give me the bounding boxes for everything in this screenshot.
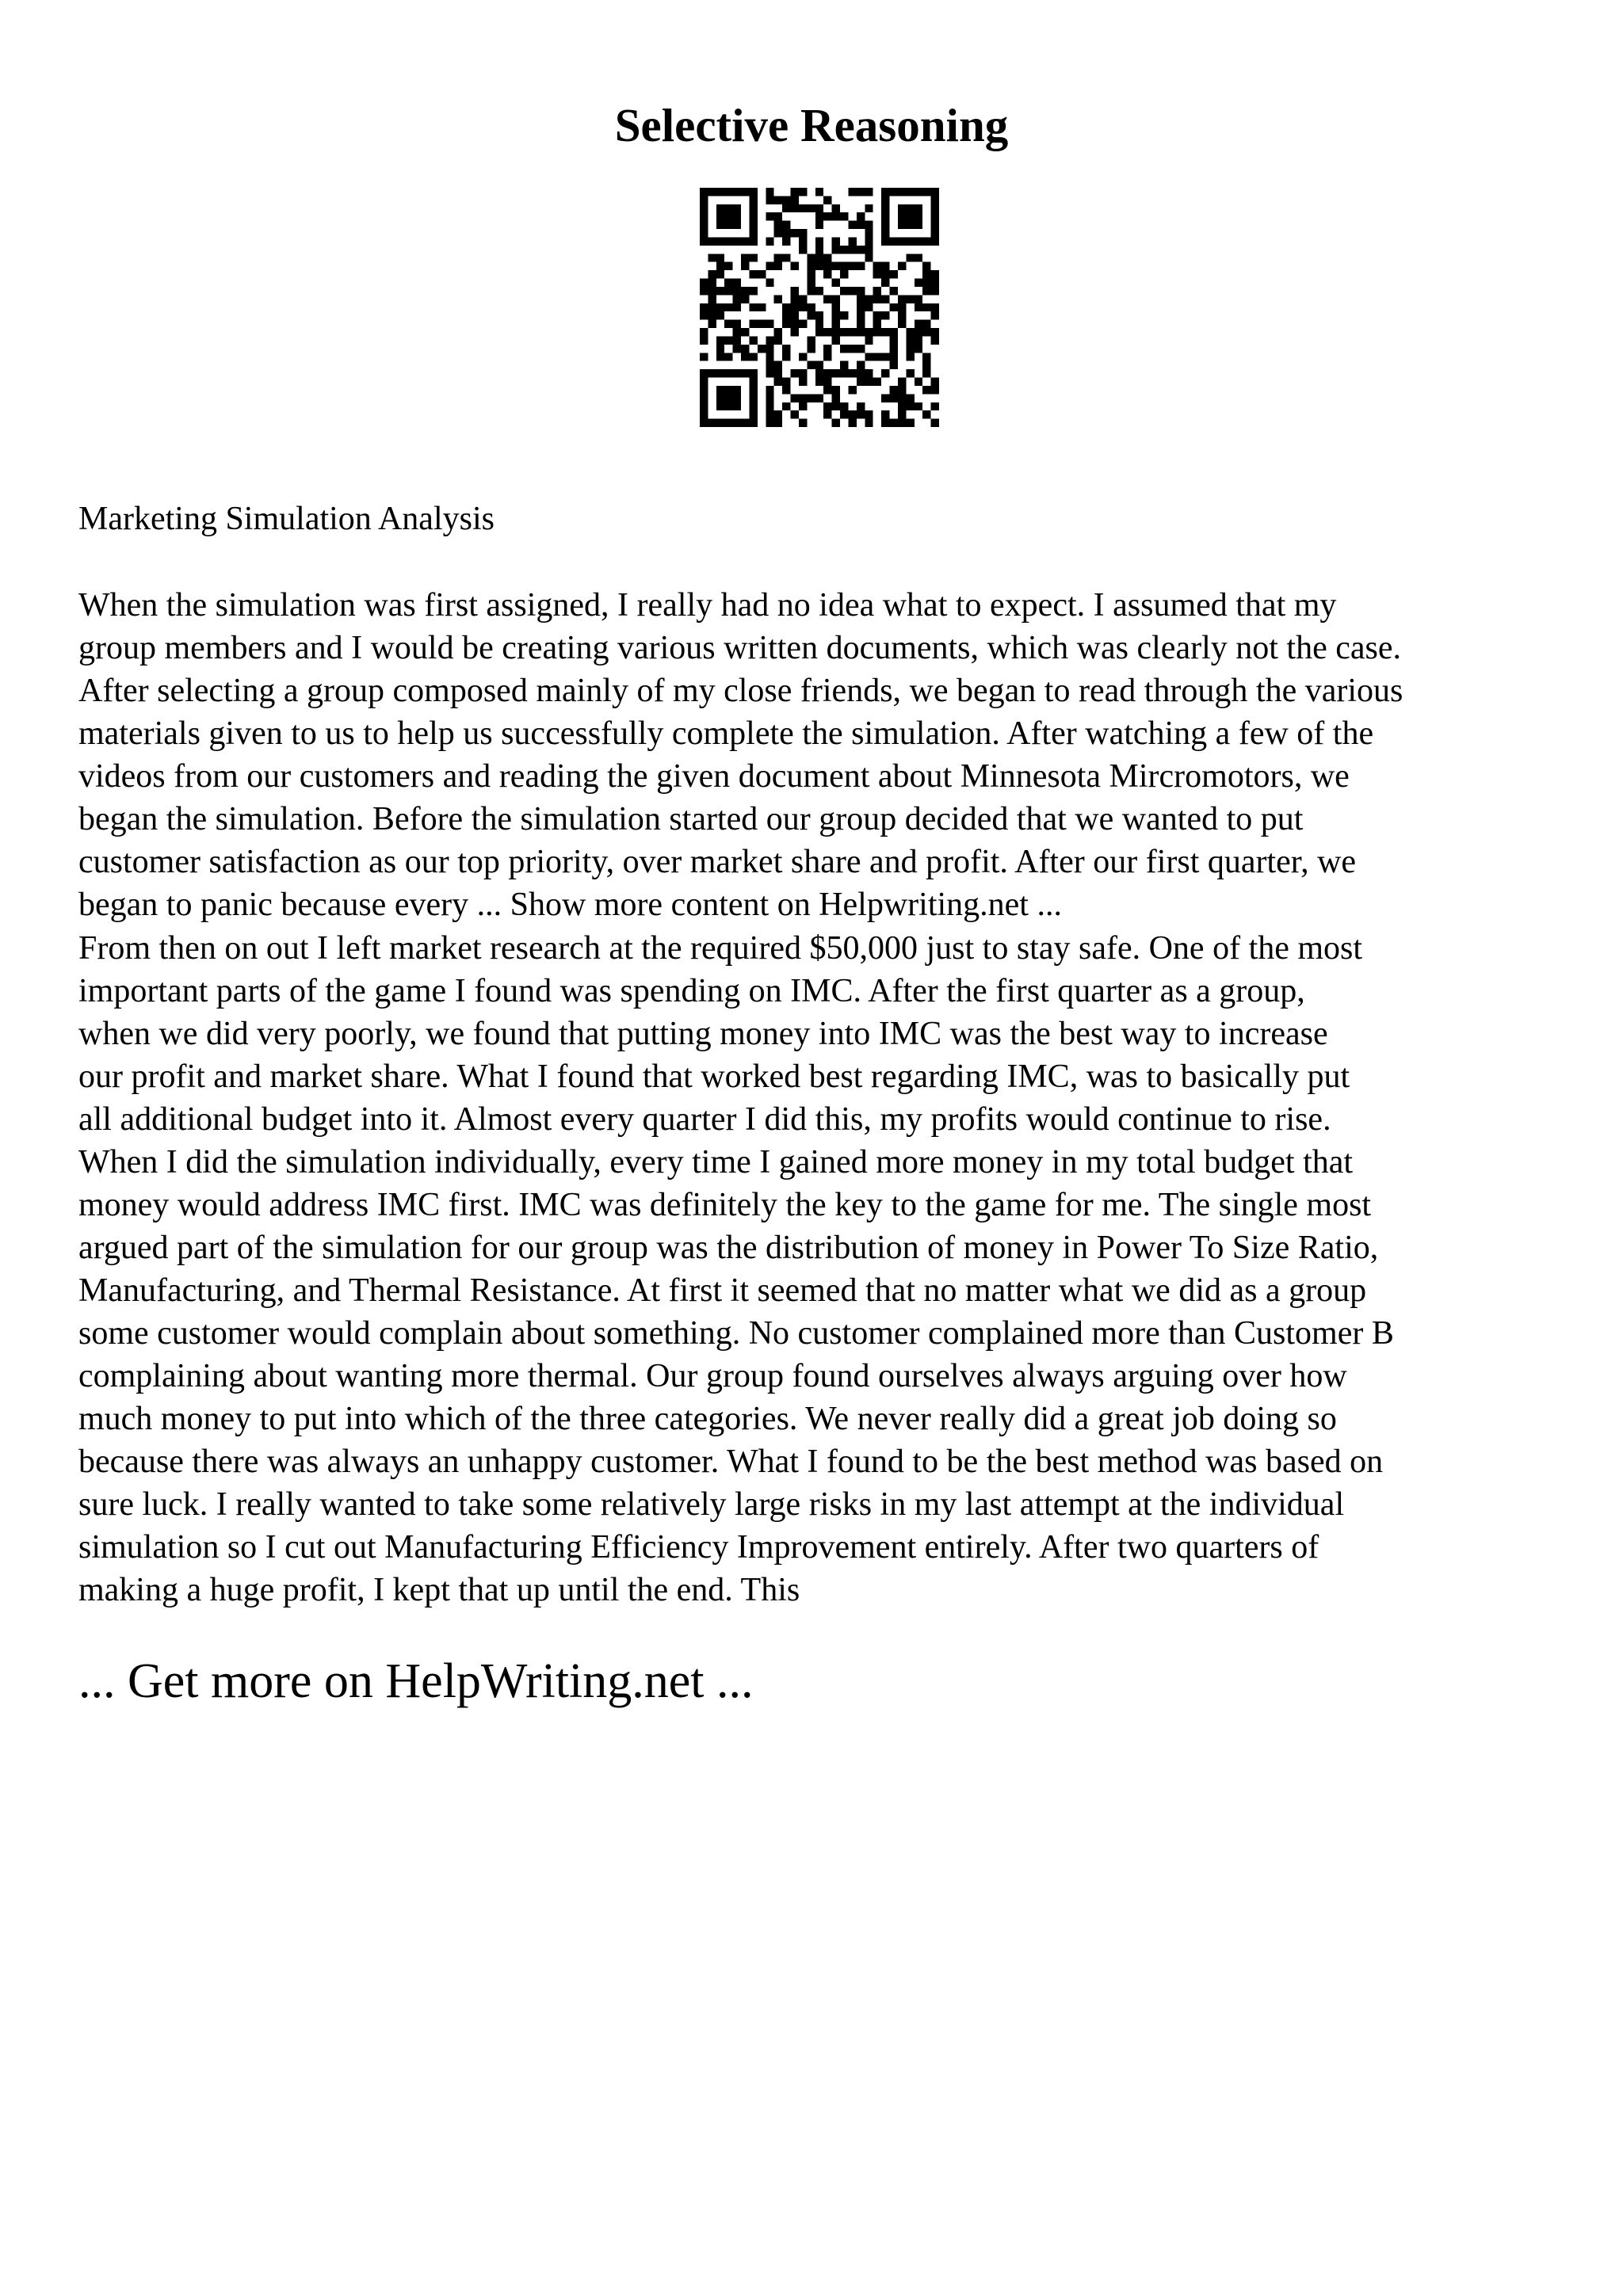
- paragraph-line: Manufacturing, and Thermal Resistance. At first it seemed that no matter what we did as a group: [78, 1272, 1367, 1309]
- paragraph-line: simulation so I cut out Manufacturing Efficiency Improvement entirely. After two quarters of: [78, 1529, 1319, 1566]
- paragraph-line: From then on out I left market research at the required $50,000 just to stay safe. One of the most: [78, 930, 1363, 967]
- paragraph-line: making a huge profit, I kept that up until the end. This: [78, 1572, 800, 1608]
- paragraph-2: [78, 927, 1394, 1611]
- paragraph-line: all additional budget into it. Almost every quarter I did this, my profits would continue to rise.: [78, 1101, 1331, 1138]
- paragraph-line: sure luck. I really wanted to take some relatively large risks in my last attempt at the individual: [78, 1486, 1345, 1523]
- paragraph-line: money would address IMC first. IMC was definitely the key to the game for me. The single most: [78, 1187, 1372, 1223]
- paragraph-line: some customer would complain about something. No customer complained more than Customer B: [78, 1315, 1394, 1352]
- paragraph-line: when we did very poorly, we found that putting money into IMC was the best way to increase: [78, 1016, 1328, 1052]
- footer-link-text[interactable]: ... Get more on HelpWriting.net ...: [78, 1654, 754, 1708]
- paragraph-line: because there was always an unhappy customer. What I found to be the best method was based on: [78, 1444, 1384, 1480]
- paragraph-line: group members and I would be creating various written documents, which was clearly not the case.: [78, 630, 1401, 666]
- paragraph-line: important parts of the game I found was spending on IMC. After the first quarter as a group,: [78, 973, 1305, 1009]
- paragraph-line: complaining about wanting more thermal. Our group found ourselves always arguing over how: [78, 1358, 1347, 1394]
- paragraph-1: [78, 584, 1403, 926]
- paragraph-line: When I did the simulation individually, every time I gained more money in my total budget that: [78, 1144, 1354, 1180]
- paragraph-line: our profit and market share. What I found that worked best regarding IMC, was to basically put: [78, 1058, 1350, 1095]
- paragraph-line: videos from our customers and reading the given document about Minnesota Mircromotors, we: [78, 758, 1350, 795]
- document-subtitle: Marketing Simulation Analysis: [78, 501, 495, 537]
- paragraph-line: materials given to us to help us successfully complete the simulation. After watching a few of the: [78, 715, 1374, 752]
- paragraph-line: began to panic because every ... Show more content on Helpwriting.net ...: [78, 887, 1062, 923]
- paragraph-line: argued part of the simulation for our group was the distribution of money in Power To Size Ratio,: [78, 1230, 1379, 1266]
- paragraph-line: When the simulation was first assigned, I really had no idea what to expect. I assumed that my: [78, 587, 1337, 624]
- paragraph-line: began the simulation. Before the simulation started our group decided that we wanted to put: [78, 801, 1304, 837]
- paragraph-line: customer satisfaction as our top priority, over market share and profit. After our first quarter, we: [78, 844, 1357, 880]
- paragraph-line: much money to put into which of the three categories. We never really did a great job doing so: [78, 1401, 1337, 1437]
- qr-code-icon: [700, 188, 939, 427]
- page-title: Selective Reasoning: [614, 99, 1009, 151]
- paragraph-line: After selecting a group composed mainly of my close friends, we began to read through the various: [78, 673, 1403, 709]
